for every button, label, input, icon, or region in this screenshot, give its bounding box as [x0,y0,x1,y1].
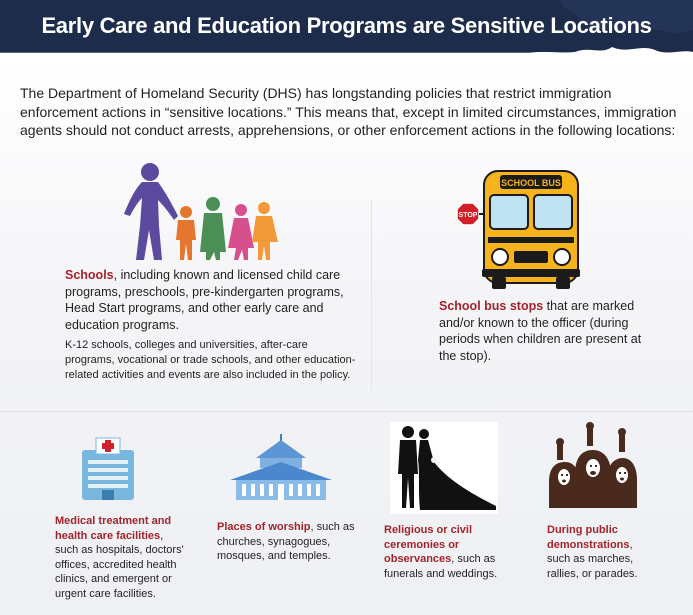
wedding-couple-icon [390,422,498,519]
schools-description [65,267,355,333]
hospital-icon [80,436,136,507]
schools-title: Schools [65,268,114,282]
page-title: Early Care and Education Programs are Sensitive Locations [41,13,652,38]
ceremonies-description [384,523,504,581]
medical-description [55,514,185,601]
demonstrations-title: During public demonstrations [547,524,630,551]
bus-stops-description [439,298,644,364]
worship-description [217,520,362,564]
intro-paragraph: The Department of Homeland Security (DHS) has longstanding policies that restrict immigration enforcement actions in “sensitive locations.” This means that, except in limited circumstances, immigration agents should not conduct arrests, apprehensions, or other enforcement actions in the following locations: [20,85,677,138]
demonstrations-description [547,523,657,581]
schools-text: , including known and licensed child care programs, preschools, pre-kindergarten programs, Head Start programs, and other early care and education programs. [65,268,344,332]
worship-text: , such as churches, synagogues, mosques, and temples. [217,521,355,562]
worship-title: Places of worship [217,521,311,533]
bus-sign-label: SCHOOL BUS [501,178,561,188]
medical-title: Medical treatment and health care facilities [55,515,172,542]
bus-stops-text: that are marked and/or known to the officer (during periods when children are present at the stop). [439,299,642,363]
school-bus-icon [452,167,592,296]
protest-crowd-icon [547,422,639,517]
medical-text: , such as hospitals, doctors' offices, accredited health clinics, and emergent or urgent care facilities. [55,529,184,600]
bus-stops-title: School bus stops [439,299,544,313]
ceremonies-text: , such as funerals and weddings. [384,553,498,580]
place-of-worship-icon [226,432,336,509]
section-divider [0,411,693,412]
family-silhouette-icon [118,160,288,275]
schools-note: K-12 schools, colleges and universities, after-care programs, vocational or trade schools, and other education-related activities and events are also included in the policy. [65,339,356,381]
ceremonies-title: Religious or civil ceremonies or observances [384,524,473,565]
title-banner [0,0,693,58]
stop-sign-label: STOP [458,212,478,219]
demonstrations-text: , such as marches, rallies, or parades. [547,538,638,580]
column-divider [371,200,372,390]
